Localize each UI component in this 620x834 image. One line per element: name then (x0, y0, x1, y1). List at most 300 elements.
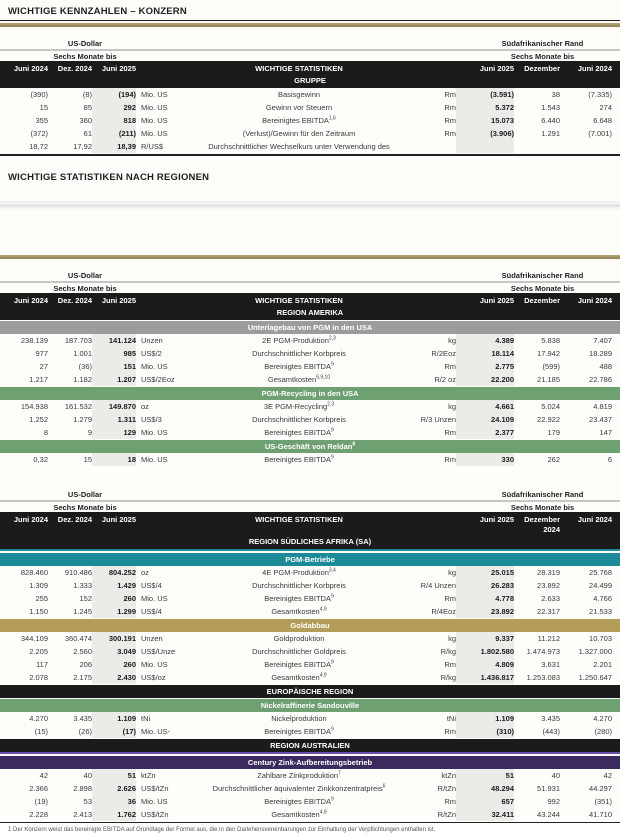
table-row (0, 712, 620, 725)
table-gruppe (0, 39, 620, 156)
value-rand-jun2024: 23.437 (589, 414, 612, 424)
value-rand-jun2025: 1.802.580 (456, 645, 514, 658)
value-usd-jun2025: 18 (92, 453, 136, 466)
value-rand-jun2024: 6 (607, 454, 612, 464)
value-rand-jun2024: 10.703 (589, 633, 612, 643)
value-usd-jun2024: 27 (39, 361, 48, 371)
unit-usd: US$/tZn (141, 783, 169, 793)
table-row (0, 373, 620, 386)
column-header: Juni 2025 (101, 295, 136, 305)
value-usd-dez2024: 152 (79, 593, 92, 603)
column-header: Dezember 2024 (524, 514, 560, 534)
value-rand-jun2025 (456, 140, 514, 153)
value-usd-jun2025: 36 (92, 795, 136, 808)
unit-rand: R/kg (440, 672, 456, 682)
value-usd-jun2025: 1.429 (92, 579, 136, 592)
unit-usd: Mio. US (141, 129, 168, 138)
value-usd-dez2024: 2.413 (73, 809, 92, 819)
value-usd-jun2024: 1.217 (29, 374, 48, 384)
value-usd-jun2024: 42 (39, 770, 48, 780)
statistic-label: Durchschnittlicher Korbpreis (252, 580, 346, 590)
table-row (0, 579, 620, 592)
value-rand-jun2025: 9.337 (456, 632, 514, 645)
statistic-label: Bereinigtes EBITDA$^9$ (264, 593, 334, 603)
value-rand-dez: 51.931 (537, 783, 560, 793)
table-row (0, 426, 620, 439)
value-rand-jun2025: (3.906) (456, 127, 514, 140)
value-usd-jun2024: 255 (35, 593, 48, 603)
column-header: Juni 2025 (479, 64, 514, 73)
unit-rand: Rm (444, 427, 456, 437)
column-header: Juni 2024 (577, 295, 612, 305)
value-rand-dez: 40 (551, 770, 560, 780)
statistic-label: (Verlust)/Gewinn für den Zeitraum (242, 129, 356, 138)
unit-rand: R/tZn (437, 809, 456, 819)
column-header: Juni 2025 (101, 64, 136, 73)
value-usd-jun2025: 1.299 (92, 605, 136, 618)
value-rand-jun2025: 2.775 (456, 360, 514, 373)
statistic-label: Durchschnittlicher Goldpreis (252, 646, 346, 656)
unit-usd: Mio. US (141, 361, 168, 371)
value-usd-jun2025: 804.252 (92, 566, 136, 579)
value-usd-dez2024: 1.279 (73, 414, 92, 424)
table-row (0, 671, 620, 684)
value-rand-jun2025: 51 (456, 769, 514, 782)
value-usd-dez2024: 360.474 (64, 633, 92, 643)
section-band: EUROPÄISCHE REGION (0, 685, 620, 698)
value-rand-jun2024: 25.768 (589, 567, 612, 577)
table-bottom-rule (0, 154, 620, 156)
value-rand-jun2024: 22.786 (589, 374, 612, 384)
value-usd-dez2024: 1.245 (73, 606, 92, 616)
statistic-label: Durchschnittlicher Wechselkurs unter Verwendung des (208, 142, 390, 151)
period-label: Sechs Monate bis (53, 52, 117, 61)
value-rand-jun2024: 24.499 (589, 580, 612, 590)
value-usd-jun2024: 2.078 (29, 672, 48, 682)
unit-usd: Unzen (141, 335, 163, 345)
table-row (0, 566, 620, 579)
period-label: Sechs Monate bis (53, 283, 117, 293)
value-usd-jun2024: (372) (30, 129, 48, 138)
silver-rule (0, 500, 620, 502)
unit-rand: kg (448, 633, 456, 643)
statistic-label: Gesamtkosten$^{4,9}$ (271, 672, 327, 682)
value-usd-jun2024: 238.139 (20, 335, 48, 345)
period-label: Sechs Monate bis (510, 283, 575, 293)
unit-rand: R/4Eoz (431, 606, 456, 616)
value-rand-jun2025: 2.377 (456, 426, 514, 439)
value-rand-dez: 2.633 (541, 593, 560, 603)
value-usd-jun2024: 2.205 (29, 646, 48, 656)
table-row (0, 725, 620, 738)
value-usd-jun2024: 18,72 (29, 142, 48, 151)
section-band: Nickelraffinerie Sandouville (0, 699, 620, 712)
currency-header-row (0, 39, 620, 48)
value-usd-jun2025: 818 (92, 114, 136, 127)
value-usd-jun2025: 260 (92, 658, 136, 671)
column-header (398, 64, 456, 74)
statistic-label: Gesamtkosten$^{4,9}$ (271, 606, 327, 616)
value-rand-jun2024: (7.335) (588, 90, 612, 99)
value-rand-dez: 3.631 (541, 659, 560, 669)
table-row (0, 413, 620, 426)
table-header-band (0, 293, 620, 320)
currency-label-usd: US-Dollar (67, 39, 103, 48)
column-header: WICHTIGE STATISTIKEN (255, 514, 343, 524)
value-usd-dez2024: 1.182 (73, 374, 92, 384)
value-rand-jun2024: 274 (599, 103, 612, 112)
value-usd-jun2024: 8 (43, 427, 48, 437)
value-usd-jun2025: (17) (92, 725, 136, 738)
unit-rand: Rm (444, 796, 456, 806)
value-usd-jun2024: 2.228 (29, 809, 48, 819)
value-rand-jun2024: 2.201 (593, 659, 612, 669)
column-header-row (0, 296, 620, 306)
section-band: Century Zink-Aufbereitungsbetrieb (0, 756, 620, 769)
page-break-shadow (0, 201, 620, 211)
value-usd-dez2024: 161.532 (64, 401, 92, 411)
value-usd-jun2025: (194) (92, 88, 136, 101)
value-rand-jun2025: 26.283 (456, 579, 514, 592)
unit-rand: Rm (444, 90, 456, 99)
value-rand-dez: 5.838 (541, 335, 560, 345)
unit-rand: R/2 oz (434, 374, 456, 384)
value-rand-jun2025: 5.372 (456, 101, 514, 114)
value-rand-jun2025: 4.389 (456, 334, 514, 347)
unit-usd: Mio. US (141, 103, 168, 112)
unit-rand: Rm (444, 593, 456, 603)
statistic-label: 4E PGM-Produktion$^{3,4}$ (262, 567, 336, 577)
unit-rand: Rm (444, 726, 456, 736)
value-rand-dez: 6.440 (541, 116, 560, 125)
value-rand-jun2025: 22.200 (456, 373, 514, 386)
value-rand-jun2024: 41.710 (589, 809, 612, 819)
statistic-label: 2E PGM-Produktion$^{2,3}$ (262, 335, 336, 345)
unit-usd: US$/3 (141, 414, 162, 424)
value-usd-dez2024: 2.175 (73, 672, 92, 682)
section-band: Goldabbau (0, 619, 620, 632)
value-usd-dez2024: 1.333 (73, 580, 92, 590)
region-label: REGION AMERIKA (276, 307, 344, 317)
table-row (0, 334, 620, 347)
section-band: PGM-Recycling in den USA (0, 387, 620, 400)
value-rand-jun2024 (560, 140, 612, 153)
unit-rand: kg (448, 401, 456, 411)
value-usd-dez2024: 61 (83, 129, 92, 138)
unit-usd: Mio. US (141, 659, 168, 669)
period-header-row (0, 503, 620, 512)
section-band: US-Geschäft von Reldan$^8$ (0, 440, 620, 453)
value-rand-dez: 11.212 (537, 633, 560, 643)
table-header-band (0, 61, 620, 88)
period-label: Sechs Monate bis (510, 502, 575, 512)
value-usd-jun2025: 260 (92, 592, 136, 605)
value-rand-jun2024: (351) (594, 796, 612, 806)
value-rand-jun2024: 21.533 (589, 606, 612, 616)
unit-rand: R/tZn (437, 783, 456, 793)
value-usd-dez2024: 2.898 (73, 783, 92, 793)
value-rand-dez: 22.317 (537, 606, 560, 616)
unit-usd: US$/4 (141, 606, 162, 616)
value-usd-jun2024: 1.252 (29, 414, 48, 424)
table-row (0, 114, 620, 127)
column-header: Juni 2024 (13, 64, 48, 73)
unit-usd: oz (141, 401, 149, 411)
currency-label-usd: US-Dollar (67, 489, 103, 499)
currency-label-rand: Südafrikanischer Rand (501, 270, 584, 280)
unit-rand: R/2Eoz (431, 348, 456, 358)
column-header-row (0, 64, 620, 74)
silver-rule (0, 49, 620, 51)
value-usd-jun2025: (211) (92, 127, 136, 140)
value-usd-dez2024: 17,92 (73, 142, 92, 151)
value-rand-jun2024: 4.819 (593, 401, 612, 411)
statistic-label: Gesamtkosten$^{6,9,10}$ (267, 374, 331, 384)
value-rand-dez: 5.024 (541, 401, 560, 411)
unit-rand: Rm (444, 129, 456, 138)
value-rand-dez: 262 (547, 454, 560, 464)
value-usd-jun2024: 154.938 (20, 401, 48, 411)
value-rand-jun2025: 18.114 (456, 347, 514, 360)
gold-rule (0, 23, 620, 27)
table-row (0, 645, 620, 658)
value-usd-jun2024: 2.366 (29, 783, 48, 793)
value-usd-jun2025: 141.124 (92, 334, 136, 347)
unit-usd: US$/2 (141, 348, 162, 358)
column-header (136, 64, 200, 74)
section-band: Unterlagebau von PGM in den USA (0, 321, 620, 334)
value-rand-jun2024: 147 (599, 427, 612, 437)
currency-label-usd: US-Dollar (67, 270, 103, 280)
value-rand-jun2025: (3.591) (456, 88, 514, 101)
value-rand-jun2024: 42 (603, 770, 612, 780)
column-header: Juni 2024 (13, 514, 48, 524)
value-usd-jun2025: 1.109 (92, 712, 136, 725)
section-title: WICHTIGE STATISTIKEN NACH REGIONEN (8, 171, 210, 183)
unit-rand: R/4 Unzen (420, 580, 456, 590)
value-usd-jun2024: 828.460 (20, 567, 48, 577)
value-usd-jun2024: (15) (34, 726, 48, 736)
column-header: Juni 2025 (479, 514, 514, 524)
value-rand-jun2025: 32.411 (456, 808, 514, 821)
value-rand-dez: (443) (542, 726, 560, 736)
value-usd-dez2024: 15 (83, 454, 92, 464)
value-usd-jun2024: 977 (35, 348, 48, 358)
statistic-label: Bereinigtes EBITDA$^9$ (264, 726, 334, 736)
value-usd-jun2024: 117 (36, 659, 48, 669)
column-header: WICHTIGE STATISTIKEN (255, 64, 343, 73)
statistic-label: Goldproduktion (273, 633, 325, 643)
value-usd-jun2024: 1.150 (29, 606, 48, 616)
value-usd-jun2024: 355 (35, 116, 48, 125)
value-rand-jun2025: 4.778 (456, 592, 514, 605)
value-rand-dez: 28.319 (537, 567, 560, 577)
value-usd-jun2024: 1.309 (29, 580, 48, 590)
unit-rand: Rm (444, 659, 456, 669)
unit-usd: Mio. US (141, 593, 168, 603)
table-row (0, 360, 620, 373)
unit-usd: R/US$ (141, 142, 164, 151)
column-header: WICHTIGE STATISTIKEN (255, 295, 343, 305)
column-header-row (0, 515, 620, 535)
table-region-amerika (0, 271, 620, 466)
value-rand-jun2024: 4.270 (593, 713, 612, 723)
statistic-label: Basisgewinn (277, 90, 321, 99)
unit-rand: R/kg (440, 646, 456, 656)
value-usd-dez2024: (8) (82, 90, 92, 99)
unit-usd: US$/Unze (141, 646, 176, 656)
value-usd-jun2025: 149.870 (92, 400, 136, 413)
value-usd-jun2025: 1.207 (92, 373, 136, 386)
region-label: GRUPPE (294, 76, 326, 85)
value-rand-jun2025: 1.109 (456, 712, 514, 725)
column-header: Dezember (524, 64, 560, 73)
value-usd-jun2025: 300.191 (92, 632, 136, 645)
table-header-band (0, 512, 620, 551)
unit-usd: US$/oz (141, 672, 166, 682)
value-usd-jun2025: 151 (92, 360, 136, 373)
value-usd-dez2024: (36) (78, 361, 92, 371)
value-rand-jun2024: 44.297 (589, 783, 612, 793)
statistic-label: Bereinigtes EBITDA$^9$ (264, 454, 334, 464)
value-usd-dez2024: 206 (79, 659, 92, 669)
table-row (0, 140, 620, 153)
value-rand-jun2024: 6.648 (593, 116, 612, 125)
value-usd-jun2024: (19) (34, 796, 48, 806)
value-rand-jun2025: (310) (456, 725, 514, 738)
value-usd-dez2024: 1.001 (73, 348, 92, 358)
region-label: REGION SÜDLICHES AFRIKA (SA) (248, 536, 372, 546)
value-usd-dez2024: 187.703 (64, 335, 92, 345)
column-header: Juni 2024 (13, 295, 48, 305)
value-rand-dez: 43.244 (537, 809, 560, 819)
value-usd-jun2024: 4.270 (29, 713, 48, 723)
statistic-label: Nickelproduktion (271, 713, 327, 723)
value-usd-dez2024: 3.435 (73, 713, 92, 723)
unit-usd: Mio. US (141, 90, 168, 99)
value-usd-jun2024: 15 (39, 103, 48, 112)
unit-usd: Mio. US (141, 116, 168, 125)
value-usd-dez2024: 9 (87, 427, 92, 437)
unit-rand: Rm (444, 361, 456, 371)
statistic-label: Bereinigtes EBITDA$^9$ (264, 427, 334, 437)
statistic-label: Bereinigtes EBITDA$^9$ (264, 361, 334, 371)
value-rand-jun2025: 657 (456, 795, 514, 808)
value-rand-jun2025: 23.892 (456, 605, 514, 618)
table-row (0, 88, 620, 101)
value-rand-dez: 23.892 (537, 580, 560, 590)
value-rand-dez: 3.435 (541, 713, 560, 723)
unit-rand: kg (448, 567, 456, 577)
statistic-label: Durchschnittlicher äquivalenter Zinkkonzentratpreis$^6$ (212, 783, 386, 793)
table-row (0, 453, 620, 466)
value-rand-dez: 1.253.083 (526, 672, 560, 682)
silver-rule (0, 281, 620, 283)
table-row (0, 658, 620, 671)
value-rand-jun2024: 1.327.000 (578, 646, 612, 656)
column-header: Dez. 2024 (57, 64, 92, 73)
table-row (0, 769, 620, 782)
period-label: Sechs Monate bis (53, 502, 117, 512)
value-rand-dez (514, 140, 560, 153)
unit-rand: kg (448, 335, 456, 345)
column-header (136, 515, 200, 535)
table-row (0, 795, 620, 808)
value-rand-dez: 1.543 (541, 103, 560, 112)
unit-usd: Mio. US (141, 796, 168, 806)
column-header: Dezember (524, 295, 560, 305)
unit-rand: Rm (444, 116, 456, 125)
value-rand-dez: 1.474.973 (526, 646, 560, 656)
column-header: Dez. 2024 (57, 295, 92, 305)
value-rand-jun2025: 24.109 (456, 413, 514, 426)
statistic-label: Gesamtkosten$^{4,9}$ (271, 809, 327, 819)
value-rand-jun2024: 1.250.647 (578, 672, 612, 682)
column-header: Juni 2024 (577, 514, 612, 524)
value-usd-dez2024: 53 (83, 796, 92, 806)
table-row (0, 347, 620, 360)
table-row (0, 808, 620, 821)
unit-usd: US$/4 (141, 580, 162, 590)
column-header (398, 296, 456, 306)
value-usd-jun2025: 1.311 (92, 413, 136, 426)
table-region-sa-europa-australien (0, 490, 620, 824)
unit-usd: Mio. US- (141, 726, 171, 736)
value-rand-jun2025: 330 (456, 453, 514, 466)
column-header (136, 296, 200, 306)
unit-usd: oz (141, 567, 149, 577)
value-rand-jun2024: (7.001) (588, 129, 612, 138)
value-rand-jun2025: 48.294 (456, 782, 514, 795)
value-usd-jun2025: 985 (92, 347, 136, 360)
value-usd-jun2025: 2.626 (92, 782, 136, 795)
value-usd-jun2024: (390) (30, 90, 48, 99)
unit-usd: ktZn (141, 770, 156, 780)
value-usd-dez2024: 40 (83, 770, 92, 780)
column-header: Juni 2025 (479, 295, 514, 305)
value-usd-jun2024: 344.109 (20, 633, 48, 643)
table-row (0, 782, 620, 795)
statistic-label: Durchschnittlicher Korbpreis (252, 348, 346, 358)
currency-label-rand: Südafrikanischer Rand (501, 489, 584, 499)
footnote: 1 Der Konzern weist das bereinigte EBITDA auf Grundlage der Formel aus, die in den Darlehensvereinbarungen zur Einhaltung der Verpflichtungen enthalten ist. (8, 827, 436, 833)
currency-header-row (0, 490, 620, 499)
value-usd-jun2025: 51 (92, 769, 136, 782)
statistic-label: 3E PGM-Recycling$^{2,3}$ (263, 401, 335, 411)
value-usd-dez2024: 910.486 (64, 567, 92, 577)
value-rand-jun2024: 488 (599, 361, 612, 371)
page-title: WICHTIGE KENNZAHLEN – KONZERN (0, 0, 620, 21)
value-rand-jun2024: (280) (594, 726, 612, 736)
value-rand-dez: 179 (547, 427, 560, 437)
value-rand-dez: 22.922 (537, 414, 560, 424)
value-rand-dez: 17.942 (537, 348, 560, 358)
value-usd-jun2024: 0,32 (33, 454, 48, 464)
unit-usd: tNi (141, 713, 151, 723)
statistic-label: Zahlbare Zinkproduktion$^7$ (257, 770, 341, 780)
value-usd-jun2025: 3.049 (92, 645, 136, 658)
value-usd-jun2025: 2.430 (92, 671, 136, 684)
value-rand-dez: (599) (542, 361, 560, 371)
value-usd-dez2024: (26) (78, 726, 92, 736)
statistic-label: Durchschnittlicher Korbpreis (252, 414, 346, 424)
section-band: REGION AUSTRALIEN (0, 739, 620, 754)
unit-usd: US$/tZn (141, 809, 169, 819)
unit-rand: Rm (444, 103, 456, 112)
value-rand-jun2025: 4.661 (456, 400, 514, 413)
value-rand-jun2024: 7.407 (593, 335, 612, 345)
value-rand-jun2025: 4.809 (456, 658, 514, 671)
